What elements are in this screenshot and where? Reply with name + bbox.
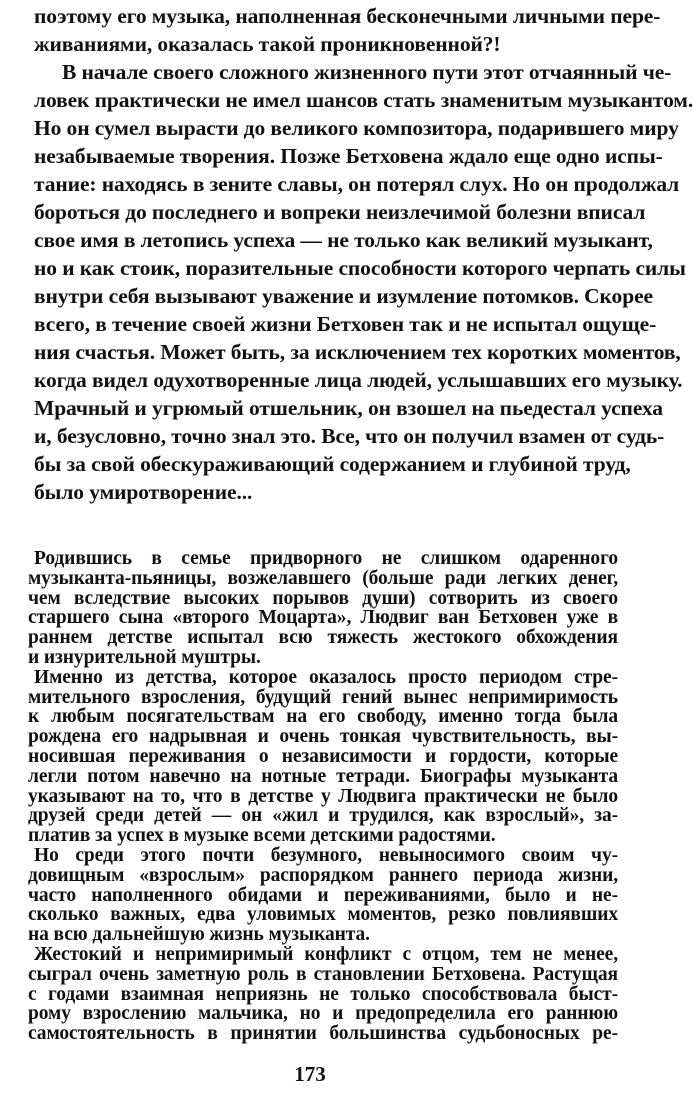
text-line: бороться до последнего и вопреки неизлечимой болезни вписал bbox=[34, 200, 646, 224]
text-line: тание: находясь в зените славы, он потерял слух. Но он продолжал bbox=[34, 172, 680, 196]
text-line: поэтому его музыка, наполненная бесконечными личными пере- bbox=[34, 4, 661, 28]
text-line: к любым посягательствам на его свободу, именно тогда была bbox=[28, 706, 618, 728]
text-line: с годами взаимная неприязнь не только способствовала быст- bbox=[28, 983, 618, 1005]
text-line: платив за успех в музыке всеми детскими радостями. bbox=[28, 825, 496, 847]
text-line: Мрачный и угрюмый отшельник, он взошел на пьедестал успеха bbox=[34, 396, 663, 420]
paragraph-first-line: Жестокий и непримиримый конфликт с отцом, тем не менее, bbox=[34, 944, 618, 965]
text-line: ловек практически не имел шансов стать знаменитым музыкантом. bbox=[34, 88, 693, 112]
text-line: довищным «взрослым» распорядком раннего периода жизни, bbox=[28, 864, 618, 886]
text-line: было умиротворение... bbox=[34, 480, 253, 504]
text-line: сыграл очень заметную роль в становлении Бетховена. Растущая bbox=[28, 963, 618, 985]
text-line: легли потом навечно на нотные тетради. Биографы музыканта bbox=[28, 765, 618, 787]
paragraph-first-line: Родившись в семье придворного не слишком одаренного bbox=[34, 548, 618, 569]
text-line: самостоятельность в принятии большинства судьбоносных ре- bbox=[28, 1023, 618, 1045]
text-line: рождена его надрывная и очень тонкая чувствительность, вы- bbox=[28, 726, 618, 748]
text-line: сколько важных, едва уловимых моментов, резко повлиявших bbox=[28, 904, 618, 926]
paragraph-first-line: В начале своего сложного жизненного пути этот отчаянный че- bbox=[62, 60, 672, 84]
text-line: но и как стоик, поразительные способности которого черпать силы bbox=[34, 256, 686, 280]
text-line: всего, в течение своей жизни Бетховен так и не испытал ощуще- bbox=[34, 312, 657, 336]
text-line: незабываемые творения. Позже Бетховена ждало еще одно испы- bbox=[34, 144, 663, 168]
text-line: бы за свой обескураживающий содержанием и глубиной труд, bbox=[34, 452, 631, 476]
page-number: 173 bbox=[294, 1062, 326, 1086]
text-line: ния счастья. Может быть, за исключением тех коротких моментов, bbox=[34, 340, 681, 364]
text-line: и изнурительной муштры. bbox=[28, 647, 261, 668]
paragraph-first-line: Именно из детства, которое оказалось просто периодом стре- bbox=[34, 666, 618, 688]
text-line: Но он сумел вырасти до великого композитора, подарившего миру bbox=[34, 116, 679, 140]
text-line: указывают на то, что в детстве у Людвига практически не было bbox=[28, 785, 618, 807]
text-line: носившая переживания о независимости и гордости, которые bbox=[28, 746, 618, 767]
text-line: мительного взросления, будущий гений вынес непримиримость bbox=[28, 686, 618, 708]
text-line: и, безусловно, точно знал это. Все, что он получил взамен от судь- bbox=[34, 424, 665, 448]
text-line: раннем детстве испытал всю тяжесть жестокого обхождения bbox=[28, 627, 618, 649]
text-line: старшего сына «второго Моцарта», Людвиг ван Бетховен уже в bbox=[28, 607, 618, 629]
paragraph-first-line: Но среди этого почти безумного, невыносимого своим чу- bbox=[34, 845, 618, 866]
text-line: чем вследствие высоких порывов души) сотворить из своего bbox=[28, 587, 618, 609]
text-line: часто наполненного обидами и переживаниями, было и не- bbox=[28, 884, 618, 906]
text-line: свое имя в летопись успеха — не только как великий музыкант, bbox=[34, 228, 653, 252]
text-line: на всю дальнейшую жизнь музыканта. bbox=[28, 924, 370, 946]
text-line: внутри себя вызывают уважение и изумление потомков. Скорее bbox=[34, 284, 653, 308]
text-line: когда видел одухотворенные лица людей, услышавших его музыку. bbox=[34, 368, 683, 392]
text-line: рому взрослению мальчика, но и предопределила его раннюю bbox=[28, 1003, 618, 1025]
text-line: живаниями, оказалась такой проникновенной?! bbox=[34, 32, 501, 56]
text-line: друзей среди детей — он «жил и трудился, как взрослый», за- bbox=[28, 805, 618, 827]
text-line: музыканта-пьяницы, возжелавшего (больше ради легких денег, bbox=[28, 567, 618, 589]
